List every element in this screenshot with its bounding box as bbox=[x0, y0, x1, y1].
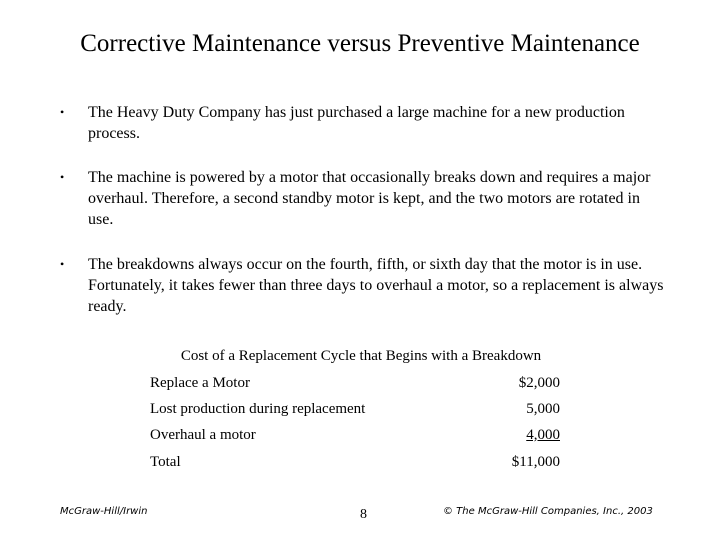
footer-publisher: McGraw-Hill/Irwin bbox=[60, 506, 148, 517]
slide-title: Corrective Maintenance versus Preventive Maintenance bbox=[80, 30, 640, 57]
cost-label: Replace a Motor bbox=[150, 375, 250, 391]
cost-table-total-row bbox=[150, 451, 570, 473]
cost-amount: $2,000 bbox=[518, 375, 560, 391]
cost-table-row bbox=[150, 424, 570, 446]
cost-amount: 5,000 bbox=[526, 401, 560, 417]
cost-table-caption: Cost of a Replacement Cycle that Begins with a Breakdown bbox=[180, 348, 542, 364]
cost-label: Lost production during replacement bbox=[150, 401, 366, 417]
total-amount: $11,000 bbox=[511, 454, 560, 470]
page-number: 8 bbox=[360, 507, 367, 522]
bullet-text: The breakdowns always occur on the fourth, fifth, or sixth day that the motor is in use. Fortunately, it takes fewer than three days to overhaul a motor, so a replacement is always ready. bbox=[88, 256, 664, 315]
total-label: Total bbox=[150, 454, 181, 470]
bullet-text: The machine is powered by a motor that occasionally breaks down and requires a major overhaul. Therefore, a second standby motor is kept, and the two motors are rotated in use. bbox=[88, 169, 651, 228]
bullet-marker: • bbox=[60, 105, 65, 119]
cost-label: Overhaul a motor bbox=[150, 427, 256, 443]
bullet-marker: • bbox=[60, 257, 65, 271]
bullet-text: The Heavy Duty Company has just purchased a large machine for a new production process. bbox=[88, 104, 625, 142]
bullet-marker: • bbox=[60, 170, 65, 184]
cost-table-row bbox=[150, 398, 570, 420]
cost-amount: 4,000 bbox=[526, 427, 560, 443]
cost-table-row bbox=[150, 372, 570, 394]
footer-copyright: © The McGraw-Hill Companies, Inc., 2003 bbox=[443, 506, 653, 517]
